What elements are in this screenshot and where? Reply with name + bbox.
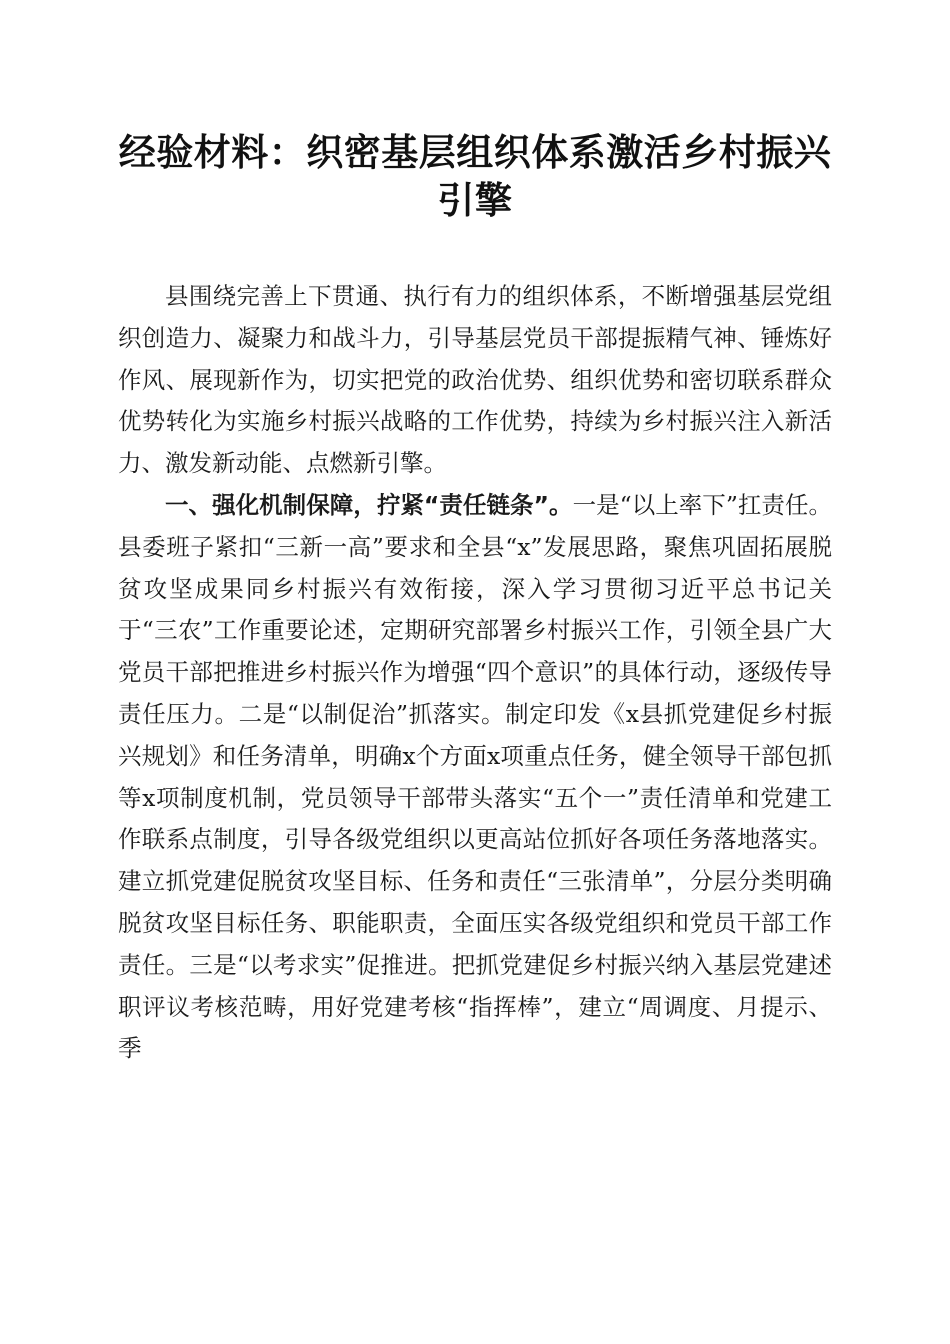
document-body	[118, 276, 832, 1070]
section-one-text: 一是“以上率下”扛责任。县委班子紧扣“三新一高”要求和全县“x”发展思路，聚焦巩固拓展脱贫攻坚成果同乡村振兴有效衔接，深入学习贯彻习近平总书记关于“三农”工作重要论述，定期研究部署乡村振兴工作，引领全县广大党员干部把推进乡村振兴作为增强“四个意识”的具体行动，逐级传导责任压力。二是“以制促治”抓落实。制定印发《x县抓党建促乡村振兴规划》和任务清单，明确x个方面x项重点任务，健全领导干部包抓等x项制度机制，党员领导干部带头落实“五个一”责任清单和党建工作联系点制度，引导各级党组织以更高站位抓好各项任务落地落实。建立抓党建促脱贫攻坚目标、任务和责任“三张清单”，分层分类明确脱贫攻坚目标任务、职能职责，全面压实各级党组织和党员干部工作责任。三是“以考求实”促推进。把抓党建促乡村振兴纳入基层党建述职评议考核范畴，用好党建考核“指挥棒”，建立“周调度、月提示、季	[118, 490, 832, 1063]
paragraph-section-one	[118, 485, 832, 1070]
paragraph-intro-text: 县围绕完善上下贯通、执行有力的组织体系，不断增强基层党组织创造力、凝聚力和战斗力，引导基层党员干部提振精气神、锤炼好作风、展现新作为，切实把党的政治优势、组织优势和密切联系群众优势转化为实施乡村振兴战略的工作优势，持续为乡村振兴注入新活力、激发新动能、点燃新引擎。	[118, 282, 832, 478]
section-one-heading: 一、强化机制保障，拧紧“责任链条”。	[165, 490, 573, 519]
paragraph-intro	[118, 276, 832, 485]
document-title: 经验材料：织密基层组织体系激活乡村振兴引擎	[118, 130, 832, 222]
